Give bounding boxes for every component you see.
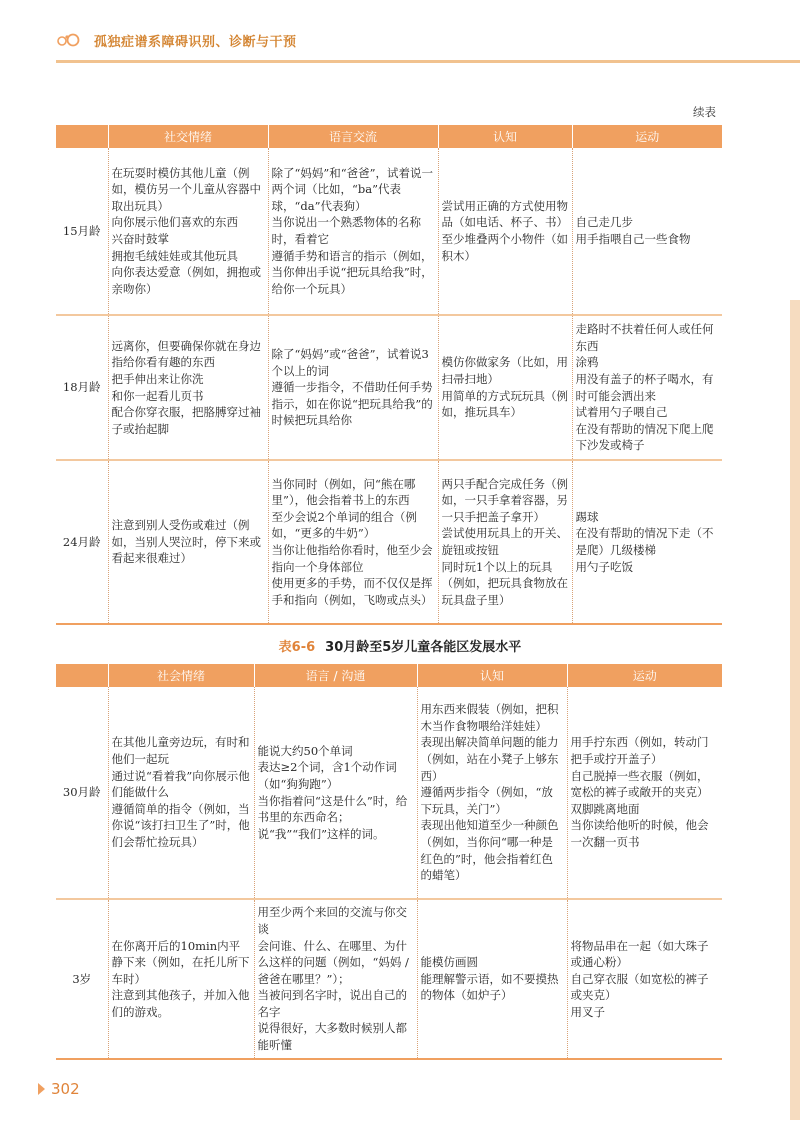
table-row xyxy=(56,148,722,315)
cognition-cell: 用东西来假装（例如，把积木当作食物喂给洋娃娃） 表现出解决简单问题的能力（例如，站在小凳子上够东西） 遵循两步指令（例如，“放下玩具，关门”） 表现出他知道至少一种颜色（例如，当你问“哪一种是红色的”时，他会指着红色的蜡笔） xyxy=(417,687,567,899)
page-footer xyxy=(38,1080,80,1098)
cognition-cell: 两只手配合完成任务（例如，一只手拿着容器，另一只手把盖子拿开） 尝试使用玩具上的开关、旋钮或按钮 同时玩1个以上的玩具（例如，把玩具食物放在玩具盘子里） xyxy=(438,460,572,624)
development-table-30m-5y xyxy=(56,664,722,1060)
continued-label: 续表 xyxy=(693,105,716,119)
table-header-row xyxy=(56,125,722,148)
motor-cell: 将物品串在一起（如大珠子或通心粉） 自己穿衣服（如宽松的裤子或夹克） 用叉子 xyxy=(567,899,722,1059)
header-motor: 运动 xyxy=(567,664,722,687)
language-cell: 除了“妈妈”和“爸爸”，试着说一两个词（比如，“ba”代表球，“da”代表狗） 当你说出一个熟悉物体的名称时，看着它 遵循手势和语言的指示（例如，当你伸出手说“把玩具给我”时，给你一个玩具） xyxy=(268,148,438,315)
header-social: 社会情绪 xyxy=(108,664,254,687)
header-cognition: 认知 xyxy=(417,664,567,687)
social-cell: 在其他儿童旁边玩，有时和他们一起玩 通过说“看着我”向你展示他们能做什么 遵循简单的指令（例如，当你说“该打扫卫生了”时，他们会帮忙捡玩具） xyxy=(108,687,254,899)
book-title: 孤独症谱系障碍识别、诊断与干预 xyxy=(94,34,297,50)
language-cell: 当你同时（例如，问“熊在哪里”），他会指着书上的东西 至少会说2个单词的组合（例如，“更多的牛奶”） 当你让他指给你看时，他至少会指向一个身体部位 使用更多的手势，而不仅仅是挥手和指向（例如，飞吻或点头） xyxy=(268,460,438,624)
cognition-cell: 能模仿画圆 能理解警示语，如不要摸热的物体（如炉子） xyxy=(417,899,567,1059)
language-cell: 除了“妈妈”或“爸爸”，试着说3个以上的词 遵循一步指令，不借助任何手势指示，如在你说“把玩具给我”的时候把玩具给你 xyxy=(268,315,438,460)
language-cell: 能说大约50个单词 表达≥2个词，含1个动作词（如“狗狗跑”） 当你指着问“这是什么”时，给书里的东西命名； 说“我”“我们”这样的词。 xyxy=(254,687,417,899)
age-cell: 18月龄 xyxy=(56,315,108,460)
social-cell: 在玩耍时模仿其他儿童（例如，模仿另一个儿童从容器中取出玩具） 向你展示他们喜欢的东西 兴奋时鼓掌 拥抱毛绒娃娃或其他玩具 向你表达爱意（例如，拥抱或亲吻你） xyxy=(108,148,268,315)
table-title: 30月龄至5岁儿童各能区发展水平 xyxy=(325,640,522,655)
development-table-continued xyxy=(56,125,722,625)
header-age xyxy=(56,664,108,687)
table-row xyxy=(56,315,722,460)
motor-cell: 走路时不扶着任何人或任何东西 涂鸦 用没有盖子的杯子喝水，有时可能会洒出来 试着用勺子喂自己 在没有帮助的情况下爬上爬下沙发或椅子 xyxy=(572,315,722,460)
age-cell: 15月龄 xyxy=(56,148,108,315)
motor-cell: 用手拧东西（例如，转动门把手或拧开盖子） 自己脱掉一些衣服（例如，宽松的裤子或敞开的夹克） 双脚跳离地面 当你读给他听的时候，他会一次翻一页书 xyxy=(567,687,722,899)
social-cell: 在你离开后的10min内平静下来（例如，在托儿所下车时） 注意到其他孩子，并加入他们的游戏。 xyxy=(108,899,254,1059)
table-row xyxy=(56,687,722,899)
motor-cell: 自己走几步 用手指喂自己一些食物 xyxy=(572,148,722,315)
age-cell: 3岁 xyxy=(56,899,108,1059)
header-age xyxy=(56,125,108,148)
running-header xyxy=(56,28,297,52)
age-cell: 24月龄 xyxy=(56,460,108,624)
language-cell: 用至少两个来回的交流与你交谈 会问谁、什么、在哪里、为什么这样的问题（例如，“妈妈 / 爸爸在哪里？”）； 当被问到名字时，说出自己的名字 说得很好，大多数时候别人都能听懂 xyxy=(254,899,417,1059)
triangle-marker-icon xyxy=(38,1083,45,1095)
motor-cell: 踢球 在没有帮助的情况下走（不是爬）几级楼梯 用勺子吃饭 xyxy=(572,460,722,624)
age-cell: 30月龄 xyxy=(56,687,108,899)
header-language: 语言 / 沟通 xyxy=(254,664,417,687)
page-number: 302 xyxy=(51,1080,80,1098)
social-cell: 远离你，但要确保你就在身边 指给你看有趣的东西 把手伸出来让你洗 和你一起看儿页书 配合你穿衣服，把胳膊穿过袖子或抬起脚 xyxy=(108,315,268,460)
side-decoration-bar xyxy=(790,300,800,1120)
header-social: 社交情绪 xyxy=(108,125,268,148)
table-caption xyxy=(0,636,800,655)
header-cognition: 认知 xyxy=(438,125,572,148)
header-language: 语言交流 xyxy=(268,125,438,148)
social-cell: 注意到别人受伤或难过（例如，当别人哭泣时，停下来或看起来很难过） xyxy=(108,460,268,624)
table-number: 表6-6 xyxy=(278,640,316,655)
table-header-row xyxy=(56,664,722,687)
cognition-cell: 模仿你做家务（比如，用扫帚扫地） 用简单的方式玩玩具（例如，推玩具车） xyxy=(438,315,572,460)
table-row xyxy=(56,460,722,624)
header-motor: 运动 xyxy=(572,125,722,148)
circles-logo-icon xyxy=(56,32,86,48)
header-rule xyxy=(56,60,800,63)
cognition-cell: 尝试用正确的方式使用物品（如电话、杯子、书） 至少堆叠两个小物件（如积木） xyxy=(438,148,572,315)
table-row xyxy=(56,899,722,1059)
